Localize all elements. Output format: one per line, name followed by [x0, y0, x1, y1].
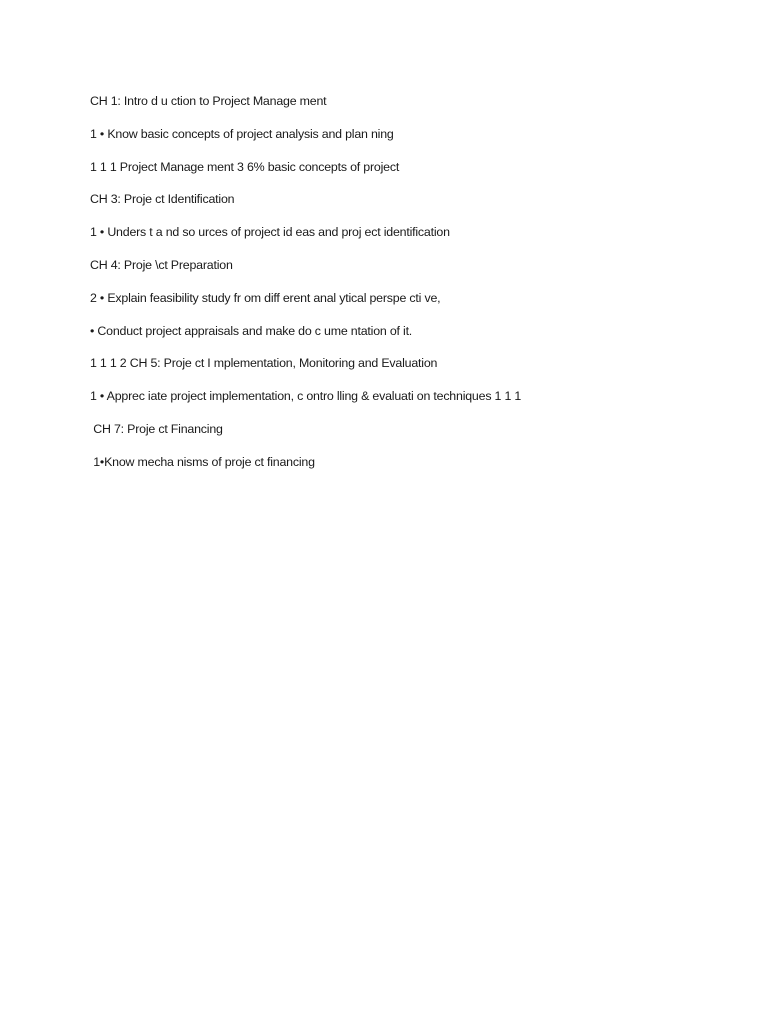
document-body [90, 85, 750, 479]
chapter-heading-ch5: 1 1 1 2 CH 5: Proje ct I mplementation, Monitoring and Evaluation [90, 356, 438, 371]
objective-line: 1 1 1 Project Manage ment 3 6% basic concepts of project [90, 159, 400, 174]
objective-line: 1 • Apprec iate project implementation, c ontro lling & evaluati on techniques 1 1 1 [90, 389, 522, 404]
chapter-heading-ch1: CH 1: Intro d u ction to Project Manage ment [90, 94, 327, 108]
chapter-heading-ch7: CH 7: Proje ct Financing [90, 421, 223, 436]
objective-line: • Conduct project appraisals and make do c ume ntation of it. [90, 323, 413, 338]
objective-line: 1 • Unders t a nd so urces of project id eas and proj ect identification [90, 225, 450, 240]
objective-line: 1 • Know basic concepts of project analysis and plan ning [90, 126, 394, 141]
chapter-heading-ch4: CH 4: Proje \ct Preparation [90, 257, 233, 272]
objective-line: 1•Know mecha nisms of proje ct financing [90, 454, 315, 469]
objective-line: 2 • Explain feasibility study fr om diff erent anal ytical perspe cti ve, [90, 290, 441, 305]
chapter-heading-ch3: CH 3: Proje ct Identification [90, 192, 235, 207]
